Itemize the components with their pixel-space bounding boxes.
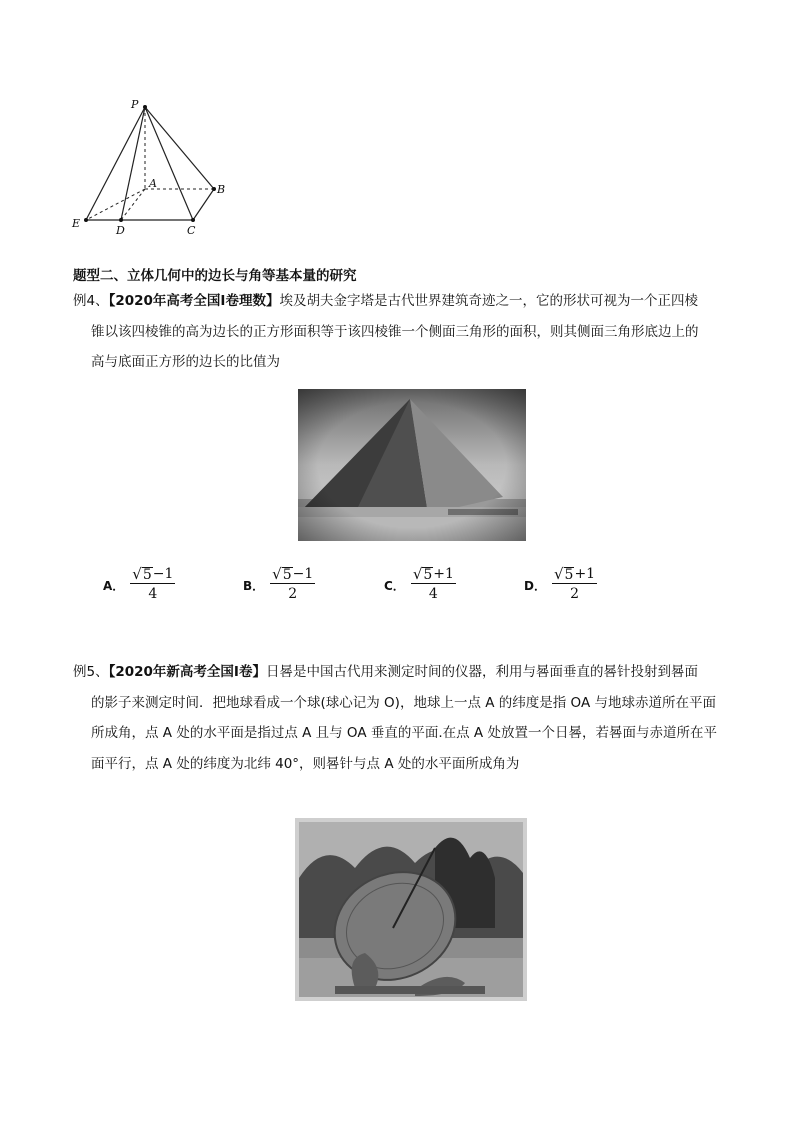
edge-CB	[193, 189, 214, 220]
label-A: A	[149, 177, 157, 190]
label-E: E	[72, 217, 81, 230]
option-c[interactable]	[384, 562, 456, 606]
example-4-prefix: 例4、	[73, 293, 109, 309]
example-5-prefix: 例5、	[73, 664, 109, 680]
option-a-fraction: √ 5 −1 4	[132, 564, 174, 602]
example-4-line-2: 锥以该四棱锥的高为边长的正方形面积等于该四棱锥一个侧面三角形的面积，则其侧面三角形底边上的	[91, 323, 699, 340]
edge-AE	[86, 189, 145, 220]
option-b-letter: B．	[243, 578, 265, 593]
option-c-fraction: √ 5 +1 4	[412, 564, 454, 602]
label-P: P	[131, 98, 139, 111]
edge-PE	[86, 107, 145, 220]
pyramid-diagram	[68, 95, 238, 235]
option-d-fraction: √ 5 +1 2	[553, 564, 596, 602]
pyramid-photo	[298, 389, 526, 541]
example-5-source-tag: 【2020年新高考全国Ⅰ卷】	[108, 664, 266, 680]
label-D: D	[116, 224, 125, 235]
example-4-source-tag: 【2020年高考全国Ⅰ卷理数】	[108, 293, 280, 309]
example-4-question	[73, 286, 733, 378]
option-d-letter: D．	[524, 578, 546, 593]
example-4-line-3: 高与底面正方形的边长的比值为	[91, 354, 280, 370]
option-d[interactable]	[524, 562, 597, 606]
option-a-letter: A．	[103, 578, 125, 593]
example-5-line-3: 所成角，点 A 处的水平面是指过点 A 且与 OA 垂直的平面.在点 A 处放置一个日晷，若晷面与赤道所在平	[91, 725, 717, 741]
option-a[interactable]	[103, 562, 175, 606]
label-C: C	[187, 224, 196, 235]
section-heading: 题型二、立体几何中的边长与角等基本量的研究	[73, 268, 357, 284]
example-5-line-1: 日晷是中国古代用来测定时间的仪器，利用与晷面垂直的晷针投射到晷面	[265, 664, 698, 680]
label-B: B	[217, 183, 226, 196]
example-5-question	[73, 657, 733, 779]
option-b-fraction: √ 5 −1 2	[272, 564, 314, 602]
example-4-line-1: 埃及胡夫金字塔是古代世界建筑奇迹之一，它的形状可视为一个正四棱	[279, 293, 698, 309]
option-c-letter: C．	[384, 578, 405, 593]
option-b[interactable]	[243, 562, 315, 606]
edge-PC	[145, 107, 193, 220]
example-5-line-2: 的影子来测定时间．把地球看成一个球(球心记为 O)，地球上一点 A 的纬度是指 OA 与地球赤道所在平面	[91, 694, 716, 711]
example-5-line-4: 面平行，点 A 处的纬度为北纬 40°，则晷针与点 A 处的水平面所成角为	[91, 755, 520, 772]
edge-PD	[121, 107, 145, 220]
sundial-photo	[295, 818, 527, 1001]
